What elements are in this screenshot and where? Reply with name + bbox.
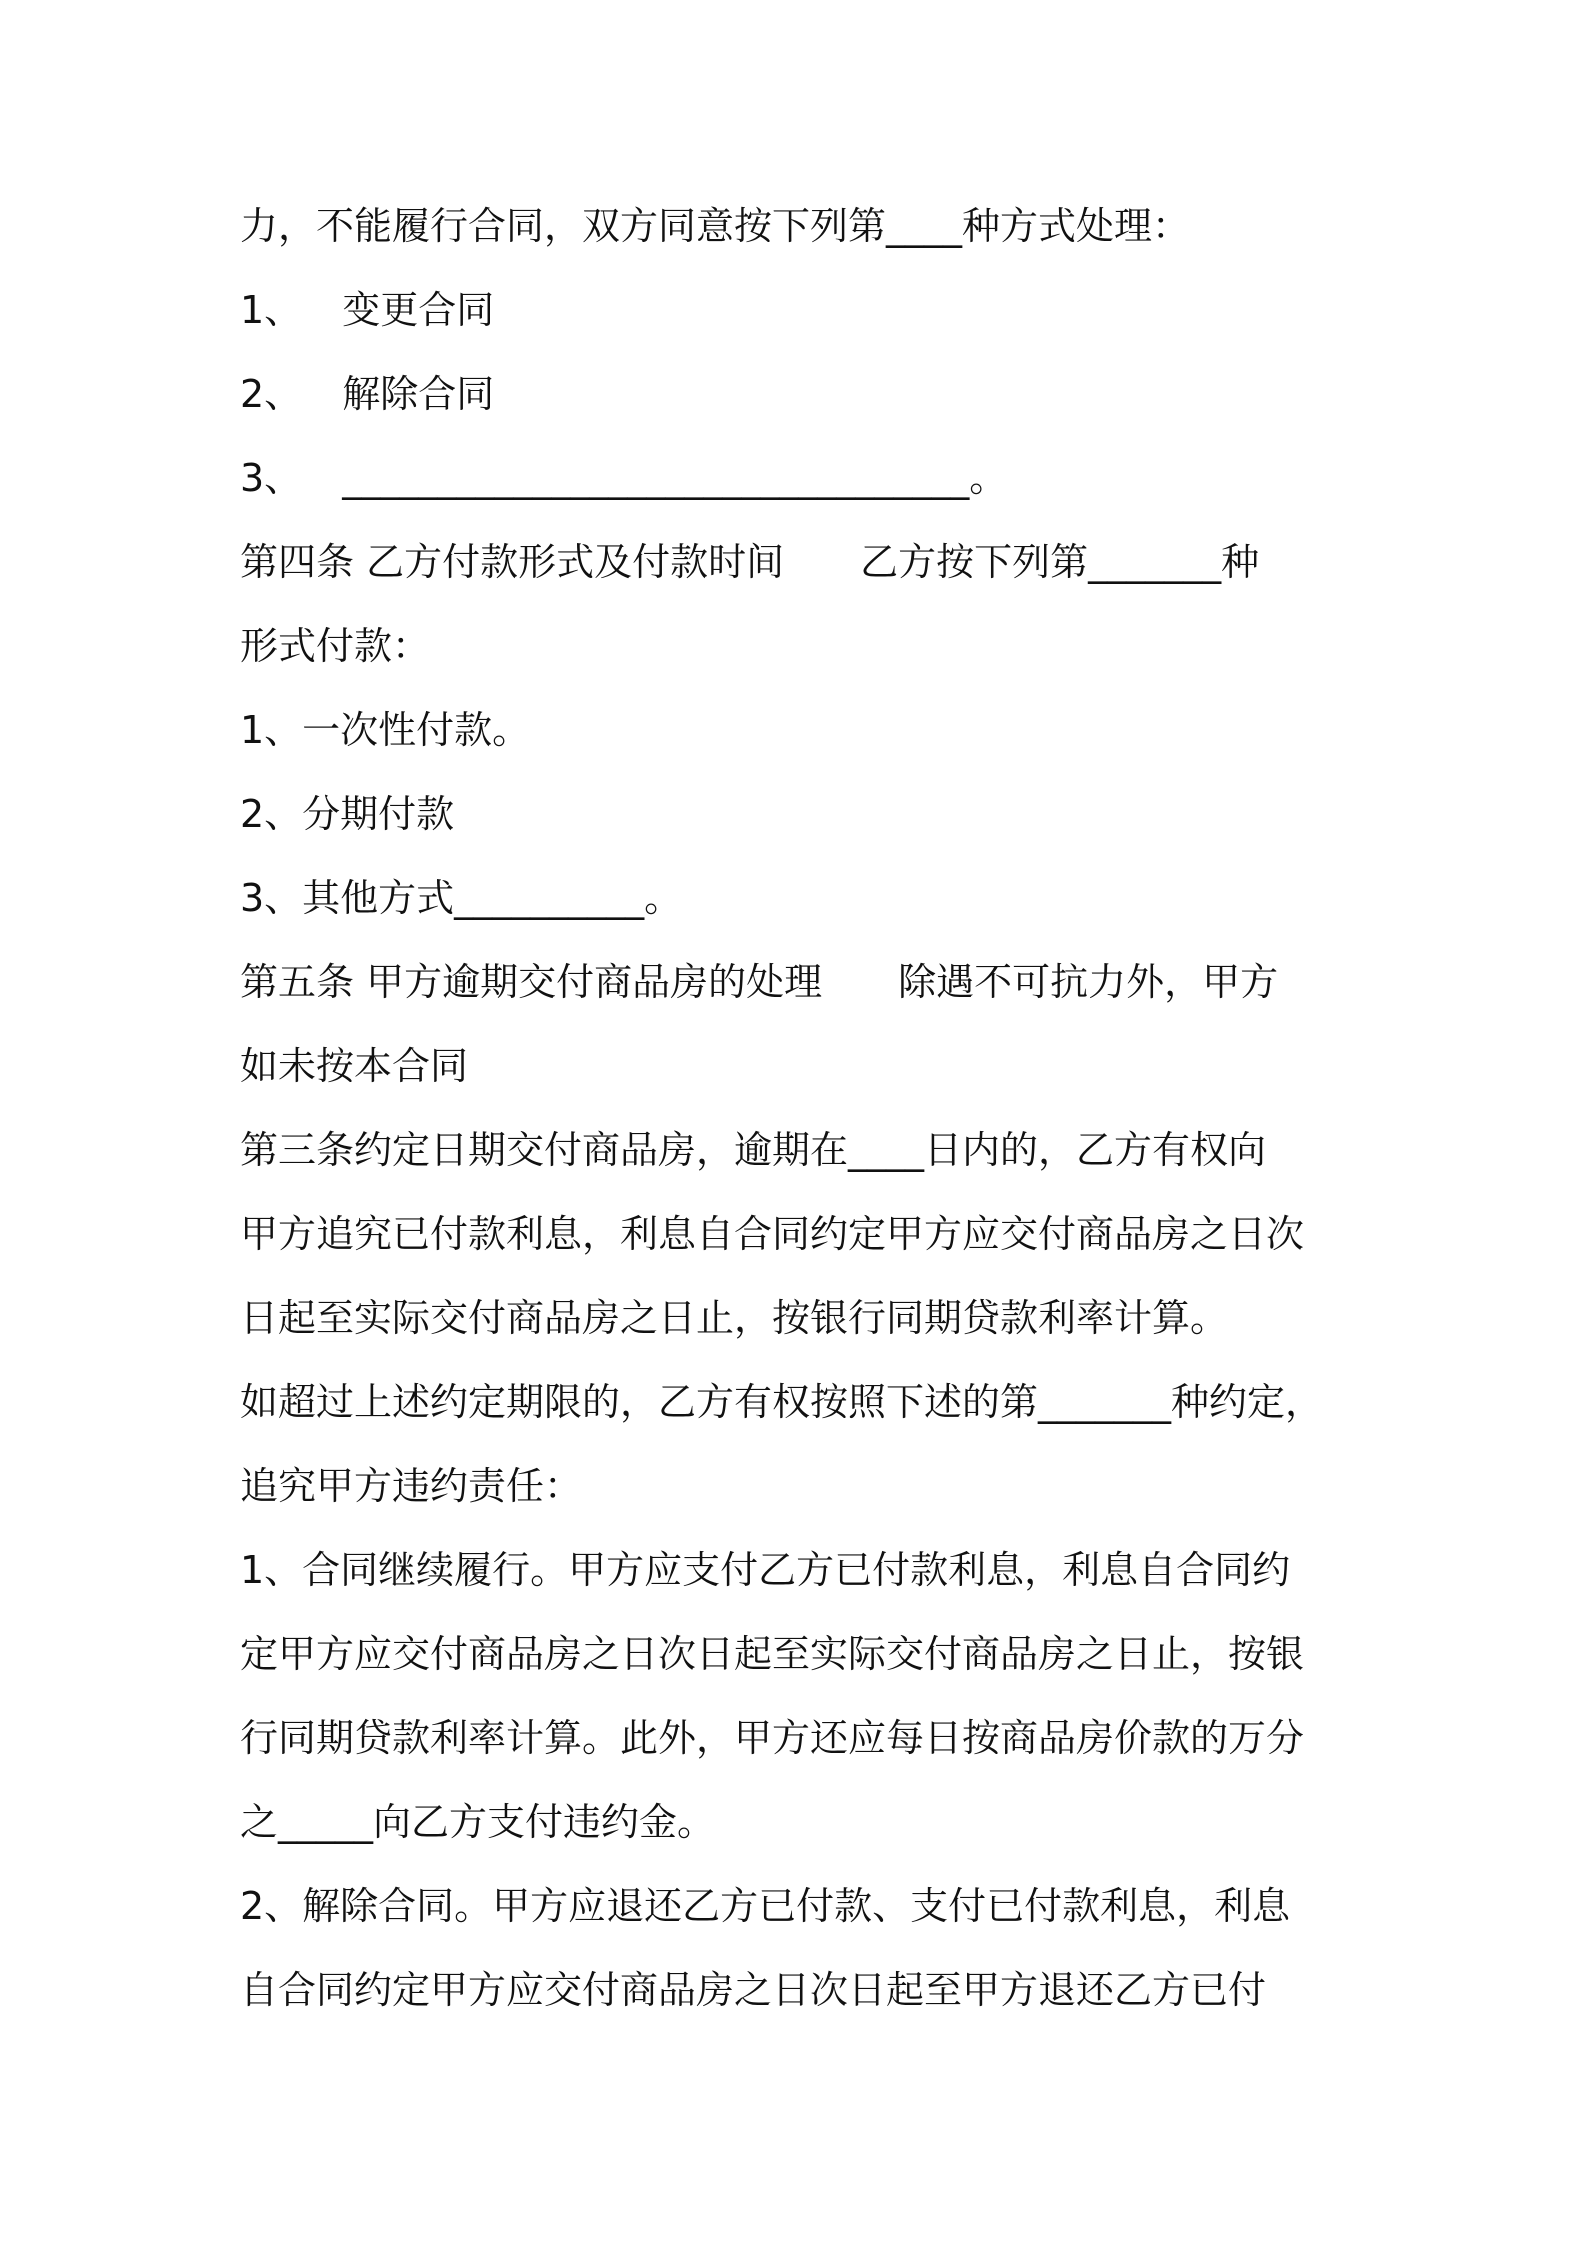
item-text: 2、解除合同。甲方应退还乙方已付款、支付已付款利息，利息 (240, 1884, 1291, 1928)
list-item (240, 366, 494, 422)
item-number: 1、 (240, 288, 303, 332)
list-item (240, 282, 494, 338)
text-line (240, 618, 430, 674)
item-number: 2、 (240, 372, 303, 416)
list-item (240, 702, 530, 758)
text-run: 第三条约定日期交付商品房，逾期在____日内的，乙方有权向 (240, 1128, 1267, 1172)
text-run: 之_____向乙方支付违约金。 (240, 1800, 716, 1844)
text-run: 追究甲方违约责任： (240, 1464, 583, 1508)
list-item (240, 1542, 1290, 1598)
article-heading (240, 954, 1278, 1010)
text-run: 定甲方应交付商品房之日次日起至实际交付商品房之日止，按银 (240, 1632, 1305, 1676)
text-line (240, 1710, 1304, 1766)
item-text: 1、一次性付款。 (240, 708, 531, 752)
item-text: 1、合同继续履行。甲方应支付乙方已付款利息，利息自合同约 (240, 1548, 1291, 1592)
text-line (240, 1794, 715, 1850)
text-line (240, 1458, 582, 1514)
item-text: 变更合同 (342, 288, 495, 332)
list-item (240, 450, 1007, 506)
text-run: 形式付款： (240, 624, 431, 668)
text-run: 自合同约定甲方应交付商品房之日次日起至甲方退还乙方已付 (240, 1968, 1267, 2012)
text-line (240, 1626, 1304, 1682)
list-item (240, 786, 454, 842)
item-number: 3、 (240, 456, 303, 500)
text-line (240, 198, 1190, 254)
list-item (240, 870, 682, 926)
text-run: 行同期贷款利率计算。此外，甲方还应每日按商品房价款的万分 (240, 1716, 1305, 1760)
list-item (240, 1878, 1290, 1934)
article-title: 第四条 乙方付款形式及付款时间 (240, 540, 785, 584)
article-heading (240, 534, 1259, 590)
item-text: 3、其他方式__________。 (240, 876, 683, 920)
article-title: 第五条 甲方逾期交付商品房的处理 (240, 960, 823, 1004)
text-run: 日起至实际交付商品房之日止，按银行同期贷款利率计算。 (240, 1296, 1229, 1340)
item-text: 2、分期付款 (240, 792, 455, 836)
text-run: 力，不能履行合同，双方同意按下列第____种方式处理： (240, 204, 1191, 248)
article-text: 除遇不可抗力外，甲方 (898, 960, 1279, 1004)
text-line (240, 1374, 1323, 1430)
text-line (240, 1962, 1266, 2018)
text-line (240, 1122, 1266, 1178)
text-line (240, 1290, 1228, 1346)
text-line (240, 1206, 1304, 1262)
text-run: 甲方追究已付款利息，利息自合同约定甲方应交付商品房之日次 (240, 1212, 1305, 1256)
text-run: 如未按本合同 (240, 1044, 469, 1088)
text-line (240, 1038, 468, 1094)
item-text: 解除合同 (342, 372, 495, 416)
text-run: 如超过上述约定期限的，乙方有权按照下述的第_______种约定， (240, 1380, 1324, 1424)
item-text: _________________________________。 (342, 456, 1008, 500)
article-text: 乙方按下列第_______种 (860, 540, 1260, 584)
